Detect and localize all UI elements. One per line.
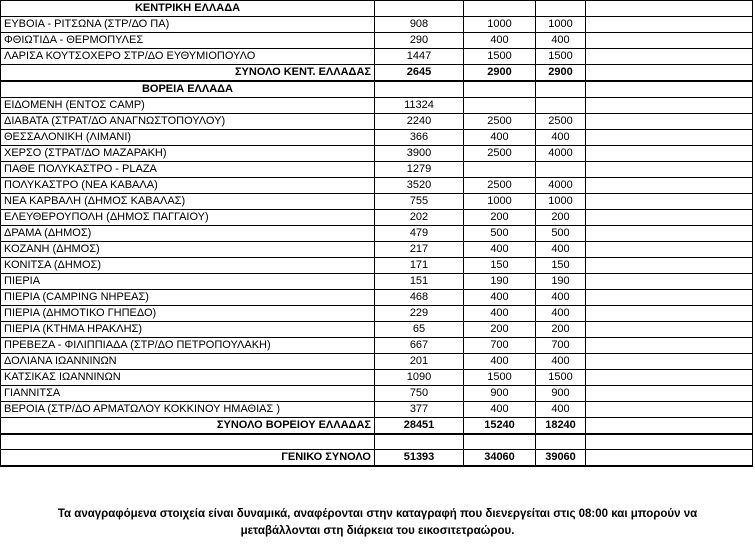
value-cell-1: 1090: [375, 370, 464, 386]
empty-cell: [586, 194, 753, 210]
table-row: [1, 146, 753, 162]
total-row: [1, 449, 753, 466]
value-cell-3: 2900: [536, 65, 586, 82]
empty-cell: [586, 81, 753, 98]
value-cell-3: 400: [536, 402, 586, 418]
location-cell: ΓΕΝΙΚΟ ΣΥΝΟΛΟ: [1, 449, 375, 466]
value-cell-2: [464, 162, 536, 178]
value-cell-1: 202: [375, 210, 464, 226]
value-cell-3: 18240: [536, 418, 586, 435]
empty-cell: [586, 162, 753, 178]
location-cell: ΚΟΖΑΝΗ (ΔΗΜΟΣ): [1, 242, 375, 258]
value-cell-1: 229: [375, 306, 464, 322]
value-cell-3: [536, 162, 586, 178]
value-cell-2: 900: [464, 386, 536, 402]
value-cell-2: 1500: [464, 370, 536, 386]
value-cell-3: 4000: [536, 146, 586, 162]
table-row: [1, 178, 753, 194]
location-cell: ΠΙΕΡΙΑ (CAMPING ΝΗΡΕΑΣ): [1, 290, 375, 306]
table-row: [1, 274, 753, 290]
empty-cell: [586, 449, 753, 466]
empty-cell: [586, 290, 753, 306]
value-cell-1: 377: [375, 402, 464, 418]
value-cell-2: 1000: [464, 17, 536, 33]
value-cell-3: 1000: [536, 17, 586, 33]
value-cell-1: 201: [375, 354, 464, 370]
empty-cell: [586, 49, 753, 65]
value-cell-1: 28451: [375, 418, 464, 435]
empty-cell: [586, 370, 753, 386]
value-cell-1: 1447: [375, 49, 464, 65]
value-cell-2: 190: [464, 274, 536, 290]
value-cell-1: 151: [375, 274, 464, 290]
value-cell-2: 700: [464, 338, 536, 354]
value-cell-2: 400: [464, 33, 536, 49]
empty-cell: [586, 338, 753, 354]
value-cell-1: 479: [375, 226, 464, 242]
empty-cell: [586, 434, 753, 449]
location-cell: ΠΑΘΕ ΠΟΛΥΚΑΣΤΡΟ - PLAZA: [1, 162, 375, 178]
location-cell: [1, 434, 375, 449]
value-cell-2: 15240: [464, 418, 536, 435]
value-cell-1: 908: [375, 17, 464, 33]
value-cell-3: 400: [536, 130, 586, 146]
location-cell: ΝΕΑ ΚΑΡΒΑΛΗ (ΔΗΜΟΣ ΚΑΒΑΛΑΣ): [1, 194, 375, 210]
value-cell-1: 11324: [375, 98, 464, 114]
value-cell-3: 200: [536, 322, 586, 338]
value-cell-2: 2500: [464, 114, 536, 130]
location-cell: ΦΘΙΩΤΙΔΑ - ΘΕΡΜΟΠΥΛΕΣ: [1, 33, 375, 49]
value-cell-2: 200: [464, 210, 536, 226]
empty-cell: [464, 81, 536, 98]
table-body: [1, 1, 753, 466]
value-cell-2: 2900: [464, 65, 536, 82]
table-row: [1, 306, 753, 322]
value-cell-3: 39060: [536, 449, 586, 466]
empty-cell: [586, 130, 753, 146]
value-cell-1: 51393: [375, 449, 464, 466]
footnote-line-1: Τα αναγραφόμενα στοιχεία είναι δυναμικά, αναφέρονται στην καταγραφή που διενεργείται στις 08:00 και μπορούν να: [57, 508, 698, 520]
table-row: [1, 322, 753, 338]
value-cell-2: 400: [464, 402, 536, 418]
location-cell: ΠΡΕΒΕΖΑ - ΦΙΛΙΠΠΙΑΔΑ (ΣΤΡ/ΔΟ ΠΕΤΡΟΠΟΥΛΑΚΗ): [1, 338, 375, 354]
table-row: [1, 130, 753, 146]
value-cell-3: 200: [536, 210, 586, 226]
table-row: [1, 17, 753, 33]
value-cell-3: 1500: [536, 370, 586, 386]
location-cell: ΕΛΕΥΘΕΡΟΥΠΟΛΗ (ΔΗΜΟΣ ΠΑΓΓΑΙΟΥ): [1, 210, 375, 226]
section-header-row: [1, 1, 753, 17]
empty-cell: [586, 210, 753, 226]
location-cell: ΠΙΕΡΙΑ (ΚΤΗΜΑ ΗΡΑΚΛΗΣ): [1, 322, 375, 338]
table-row: [1, 210, 753, 226]
location-cell: ΕΥΒΟΙΑ - ΡΙΤΣΩΝΑ (ΣΤΡ/ΔΟ ΠΑ): [1, 17, 375, 33]
location-cell: ΠΙΕΡΙΑ: [1, 274, 375, 290]
table-row: [1, 242, 753, 258]
value-cell-1: 1279: [375, 162, 464, 178]
location-cell: ΣΥΝΟΛΟ ΒΟΡΕΙΟΥ ΕΛΛΑΔΑΣ: [1, 418, 375, 435]
value-cell-3: [536, 98, 586, 114]
table-row: [1, 49, 753, 65]
empty-cell: [375, 1, 464, 17]
value-cell-1: 366: [375, 130, 464, 146]
value-cell-1: 750: [375, 386, 464, 402]
value-cell-2: 400: [464, 354, 536, 370]
location-cell: ΕΙΔΟΜΕΝΗ (ΕΝΤΟΣ CAMP): [1, 98, 375, 114]
empty-cell: [536, 81, 586, 98]
empty-cell: [586, 1, 753, 17]
value-cell-3: 400: [536, 290, 586, 306]
table-row: [1, 338, 753, 354]
empty-cell: [586, 226, 753, 242]
value-cell-3: 400: [536, 242, 586, 258]
empty-cell: [586, 178, 753, 194]
value-cell-2: 400: [464, 290, 536, 306]
table-row: [1, 402, 753, 418]
location-cell: ΣΥΝΟΛΟ ΚΕΝΤ. ΕΛΛΑΔΑΣ: [1, 65, 375, 82]
value-cell-1: 755: [375, 194, 464, 210]
section-title: ΒΟΡΕΙΑ ΕΛΛΑΔΑ: [1, 81, 375, 98]
table-row: [1, 370, 753, 386]
table-row: [1, 194, 753, 210]
location-cell: ΔΟΛΙΑΝΑ ΙΩΑΝΝΙΝΩΝ: [1, 354, 375, 370]
location-cell: ΘΕΣΣΑΛΟΝΙΚΗ (ΛΙΜΑΝΙ): [1, 130, 375, 146]
value-cell-2: 1000: [464, 194, 536, 210]
location-cell: ΠΟΛΥΚΑΣΤΡΟ (ΝΕΑ ΚΑΒΑΛΑ): [1, 178, 375, 194]
value-cell-1: 2240: [375, 114, 464, 130]
location-cell: ΚΟΝΙΤΣΑ (ΔΗΜΟΣ): [1, 258, 375, 274]
table-row: [1, 98, 753, 114]
empty-cell: [586, 33, 753, 49]
empty-cell: [586, 418, 753, 435]
empty-cell: [586, 242, 753, 258]
empty-cell: [586, 402, 753, 418]
empty-cell: [586, 98, 753, 114]
value-cell-1: 468: [375, 290, 464, 306]
empty-cell: [586, 114, 753, 130]
empty-cell: [586, 306, 753, 322]
empty-cell: [586, 386, 753, 402]
total-row: [1, 65, 753, 82]
location-cell: ΒΕΡΟΙΑ (ΣΤΡ/ΔΟ ΑΡΜΑΤΩΛΟΥ ΚΟΚΚΙΝΟΥ ΗΜΑΘΙΑΣ ): [1, 402, 375, 418]
value-cell-3: 190: [536, 274, 586, 290]
value-cell-3: 4000: [536, 178, 586, 194]
value-cell-3: 2500: [536, 114, 586, 130]
table-row: [1, 354, 753, 370]
empty-cell: [586, 146, 753, 162]
location-cell: ΧΕΡΣΟ (ΣΤΡΑΤ/ΔΟ ΜΑΖΑΡΑΚΗ): [1, 146, 375, 162]
table-row: [1, 33, 753, 49]
total-row: [1, 418, 753, 435]
section-header-row: [1, 81, 753, 98]
value-cell-1: 2645: [375, 65, 464, 82]
empty-cell: [536, 1, 586, 17]
table-row: [1, 162, 753, 178]
value-cell-1: 3520: [375, 178, 464, 194]
location-cell: ΚΑΤΣΙΚΑΣ ΙΩΑΝΝΙΝΩΝ: [1, 370, 375, 386]
value-cell-2: [464, 434, 536, 449]
value-cell-1: 65: [375, 322, 464, 338]
value-cell-1: 290: [375, 33, 464, 49]
table-row: [1, 114, 753, 130]
value-cell-2: 150: [464, 258, 536, 274]
value-cell-2: 34060: [464, 449, 536, 466]
value-cell-3: 700: [536, 338, 586, 354]
empty-cell: [586, 274, 753, 290]
value-cell-3: 400: [536, 354, 586, 370]
value-cell-2: 1500: [464, 49, 536, 65]
value-cell-3: [536, 434, 586, 449]
location-cell: ΔΙΑΒΑΤΑ (ΣΤΡΑΤ/ΔΟ ΑΝΑΓΝΩΣΤΟΠΟΥΛΟΥ): [1, 114, 375, 130]
value-cell-3: 1000: [536, 194, 586, 210]
value-cell-2: 400: [464, 242, 536, 258]
value-cell-3: 150: [536, 258, 586, 274]
value-cell-3: 1500: [536, 49, 586, 65]
value-cell-1: [375, 434, 464, 449]
value-cell-3: 900: [536, 386, 586, 402]
value-cell-2: 400: [464, 306, 536, 322]
table-row: [1, 290, 753, 306]
value-cell-2: 2500: [464, 146, 536, 162]
empty-cell: [586, 354, 753, 370]
table-row: [1, 258, 753, 274]
value-cell-2: 200: [464, 322, 536, 338]
section-title: ΚΕΝΤΡΙΚΗ ΕΛΛΑΔΑ: [1, 1, 375, 17]
table-row: [1, 386, 753, 402]
value-cell-1: 667: [375, 338, 464, 354]
value-cell-3: 400: [536, 33, 586, 49]
value-cell-2: 400: [464, 130, 536, 146]
value-cell-2: [464, 98, 536, 114]
value-cell-3: 500: [536, 226, 586, 242]
footnote: [0, 506, 755, 540]
empty-cell: [586, 65, 753, 82]
location-cell: ΔΡΑΜΑ (ΔΗΜΟΣ): [1, 226, 375, 242]
spacer-row: [1, 434, 753, 449]
value-cell-1: 217: [375, 242, 464, 258]
empty-cell: [586, 322, 753, 338]
value-cell-1: 171: [375, 258, 464, 274]
location-cell: ΓΙΑΝΝΙΤΣΑ: [1, 386, 375, 402]
location-cell: ΠΙΕΡΙΑ (ΔΗΜΟΤΙΚΟ ΓΗΠΕΔΟ): [1, 306, 375, 322]
empty-cell: [586, 17, 753, 33]
empty-cell: [586, 258, 753, 274]
value-cell-2: 2500: [464, 178, 536, 194]
footnote-line-2: μεταβάλλονται στη διάρκεια του εικοσιτετραώρου.: [240, 525, 515, 537]
value-cell-3: 400: [536, 306, 586, 322]
location-cell: ΛΑΡΙΣΑ ΚΟΥΤΣΟΧΕΡΟ ΣΤΡ/ΔΟ ΕΥΘΥΜΙΟΠΟΥΛΟ: [1, 49, 375, 65]
value-cell-2: 500: [464, 226, 536, 242]
empty-cell: [464, 1, 536, 17]
empty-cell: [375, 81, 464, 98]
table-row: [1, 226, 753, 242]
value-cell-1: 3900: [375, 146, 464, 162]
